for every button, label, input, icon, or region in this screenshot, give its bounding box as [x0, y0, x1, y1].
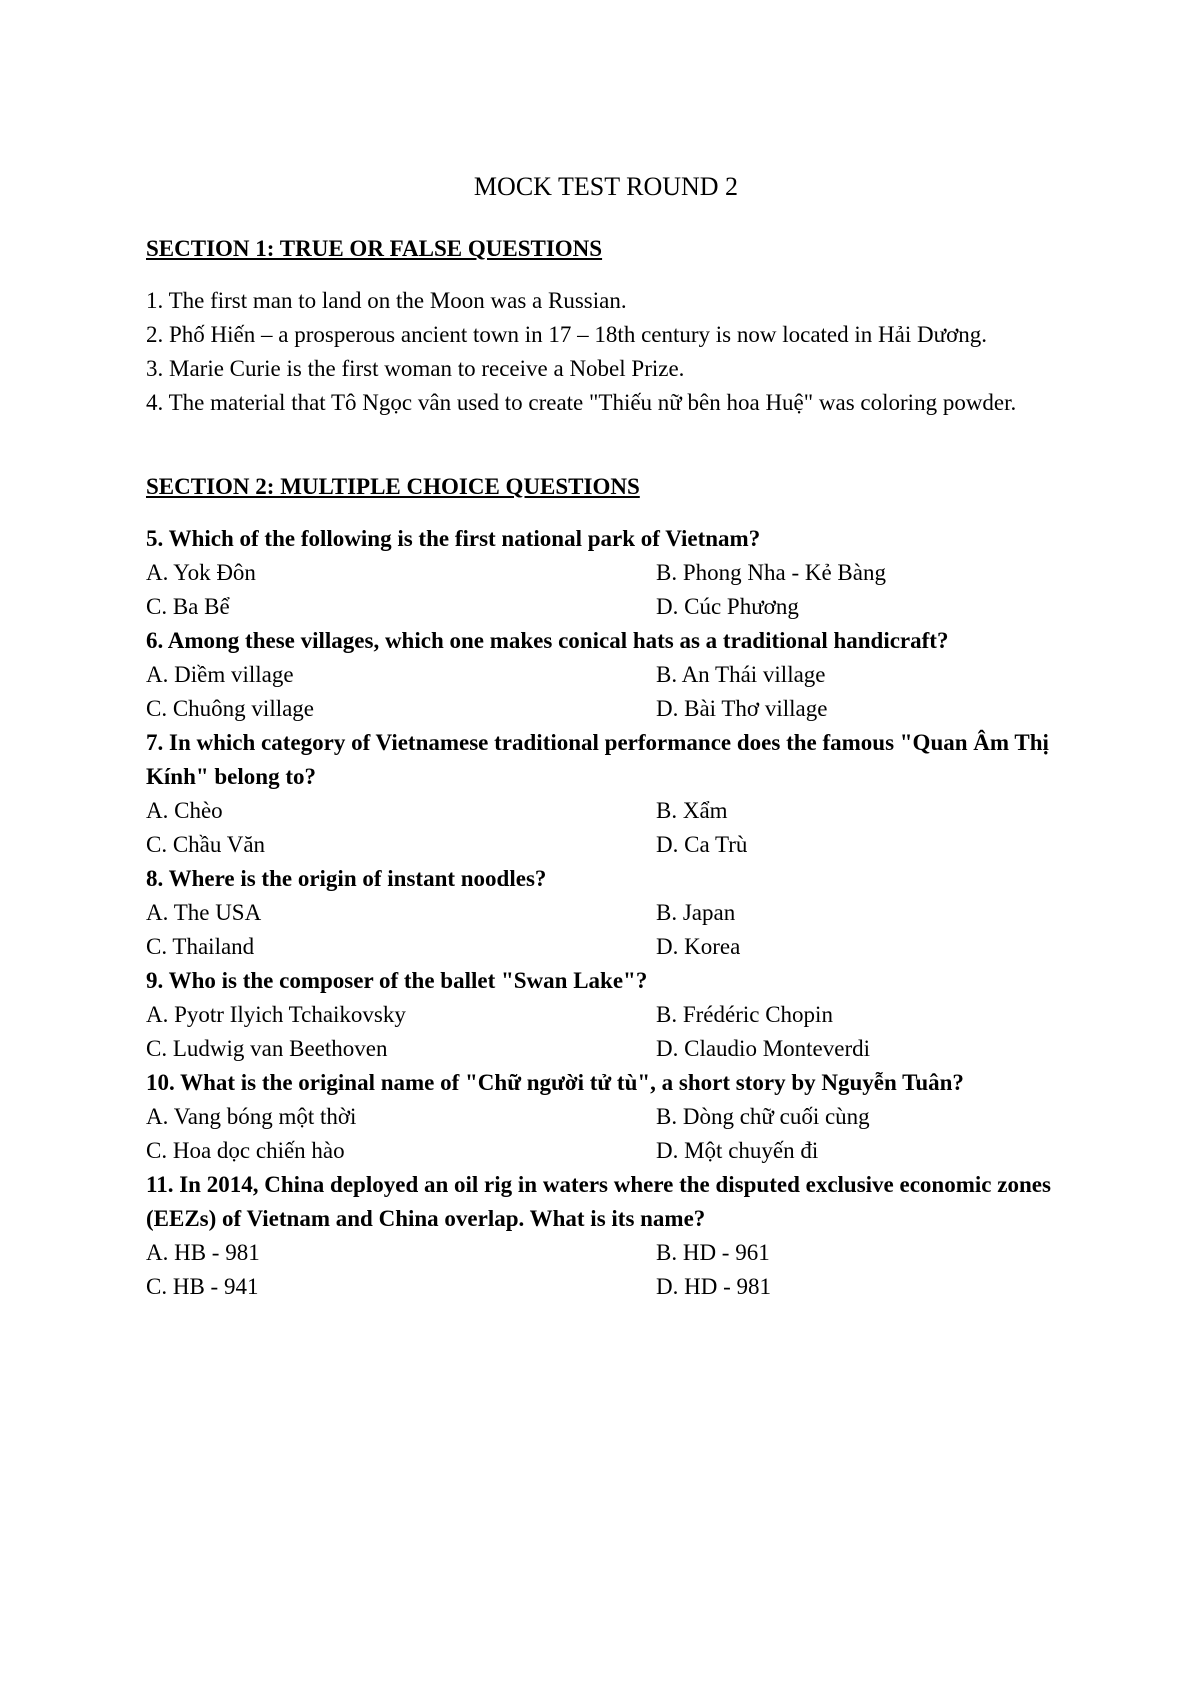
answer-options: [146, 998, 1066, 1066]
true-false-item-4: 4. The material that Tô Ngọc vân used to create "Thiếu nữ bên hoa Huệ" was coloring powder.: [146, 390, 1017, 415]
option-c: C. Ludwig van Beethoven: [146, 1036, 388, 1061]
true-false-item-1: 1. The first man to land on the Moon was a Russian.: [146, 288, 627, 313]
option-a: A. Chèo: [146, 798, 223, 823]
option-c: C. HB - 941: [146, 1274, 259, 1299]
option-c: C. Hoa dọc chiến hào: [146, 1138, 345, 1163]
true-false-item-2: 2. Phố Hiến – a prosperous ancient town in 17 – 18th century is now located in Hải Dương.: [146, 322, 987, 347]
section-true-false: [146, 232, 1066, 420]
option-a: A. Pyotr Ilyich Tchaikovsky: [146, 1002, 406, 1027]
section-2-heading: SECTION 2: MULTIPLE CHOICE QUESTIONS: [146, 474, 640, 499]
option-d: D. Cúc Phương: [656, 594, 799, 619]
question-text: 8. Where is the origin of instant noodles?: [146, 866, 547, 891]
question-text: 7. In which category of Vietnamese traditional performance does the famous "Quan Âm Thị Kính" belong to?: [146, 730, 1049, 789]
question-block-6: [146, 624, 1066, 726]
answer-options: [146, 1236, 1066, 1304]
question-block-8: [146, 862, 1066, 964]
question-text: 9. Who is the composer of the ballet "Swan Lake"?: [146, 968, 648, 993]
question-block-9: [146, 964, 1066, 1066]
question-text: 5. Which of the following is the first national park of Vietnam?: [146, 526, 761, 551]
option-c: C. Thailand: [146, 934, 255, 959]
option-d: D. Claudio Monteverdi: [656, 1036, 870, 1061]
option-d: D. Bài Thơ village: [656, 696, 828, 721]
question-block-5: [146, 522, 1066, 624]
option-b: B. Xẩm: [656, 798, 728, 823]
option-b: B. Phong Nha - Kẻ Bàng: [656, 560, 886, 585]
true-false-item-3: 3. Marie Curie is the first woman to receive a Nobel Prize.: [146, 356, 685, 381]
question-block-11: [146, 1168, 1066, 1304]
option-b: B. Japan: [656, 900, 736, 925]
question-text: 11. In 2014, China deployed an oil rig in waters where the disputed exclusive economic zones (EEZs) of Vietnam and China overlap. What is its name?: [146, 1172, 1051, 1231]
answer-options: [146, 794, 1066, 862]
section-multiple-choice: [146, 470, 1066, 1304]
option-d: D. HD - 981: [656, 1274, 771, 1299]
option-a: A. Diềm village: [146, 662, 294, 687]
answer-options: [146, 556, 1066, 624]
option-b: B. An Thái village: [656, 662, 826, 687]
option-b: B. HD - 961: [656, 1240, 770, 1265]
question-block-7: [146, 726, 1066, 862]
page-title: MOCK TEST ROUND 2: [473, 172, 739, 201]
option-a: A. The USA: [146, 900, 262, 925]
question-text: 6. Among these villages, which one makes conical hats as a traditional handicraft?: [146, 628, 949, 653]
section-1-heading: SECTION 1: TRUE OR FALSE QUESTIONS: [146, 236, 603, 261]
option-c: C. Ba Bể: [146, 594, 230, 619]
option-a: A. HB - 981: [146, 1240, 260, 1265]
option-a: A. Vang bóng một thời: [146, 1104, 357, 1129]
option-c: C. Chuông village: [146, 696, 315, 721]
document-content: [146, 170, 1066, 1304]
option-d: D. Ca Trù: [656, 832, 748, 857]
answer-options: [146, 1100, 1066, 1168]
question-block-10: [146, 1066, 1066, 1168]
answer-options: [146, 658, 1066, 726]
answer-options: [146, 896, 1066, 964]
option-b: B. Dòng chữ cuối cùng: [656, 1104, 870, 1129]
option-d: D. Korea: [656, 934, 741, 959]
option-a: A. Yok Đôn: [146, 560, 256, 585]
question-text: 10. What is the original name of "Chữ người tử tù", a short story by Nguyễn Tuân?: [146, 1070, 964, 1095]
option-c: C. Chầu Văn: [146, 832, 266, 857]
option-b: B. Frédéric Chopin: [656, 1002, 833, 1027]
option-d: D. Một chuyến đi: [656, 1138, 819, 1163]
